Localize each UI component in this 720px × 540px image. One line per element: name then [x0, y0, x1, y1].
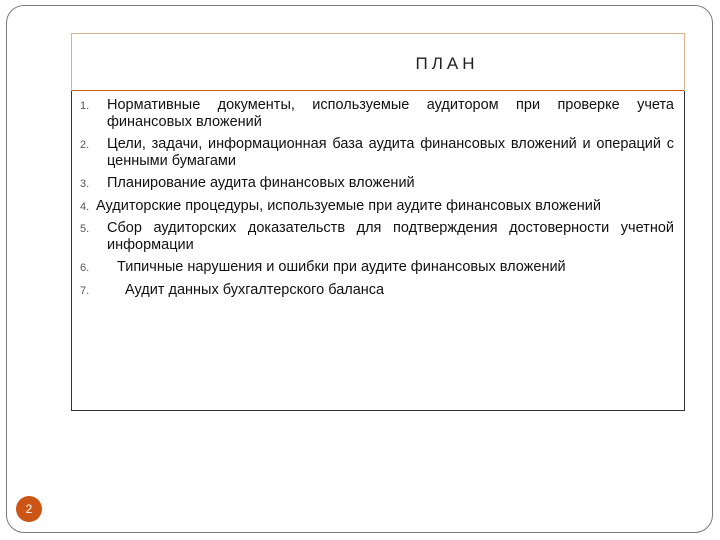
plan-item-3	[80, 175, 674, 192]
plan-item-1	[80, 97, 674, 130]
plan-item-text: Аудит данных бухгалтерского баланса	[125, 281, 385, 298]
plan-item-6	[80, 259, 674, 276]
plan-item-2	[80, 136, 674, 169]
plan-item-text: Планирование аудита финансовых вложений	[107, 175, 415, 191]
plan-item-number: 1.	[80, 100, 90, 112]
plan-item-text: Нормативные документы, используемые аудитором при проверке учета финансовых вложений	[107, 97, 674, 130]
plan-item-number: 6.	[80, 262, 90, 274]
plan-item-number: 4.	[80, 200, 90, 213]
plan-item-4	[80, 198, 674, 215]
plan-item-number: 5.	[80, 223, 90, 235]
plan-item-text: Цели, задачи, информационная база аудита финансовых вложений и операций с ценными бумагами	[107, 136, 674, 169]
plan-item-5	[80, 220, 674, 253]
plan-item-number: 2.	[80, 139, 90, 151]
page-number-badge: 2	[16, 496, 42, 522]
plan-item-text: Типичные нарушения и ошибки при аудите финансовых вложений	[117, 259, 566, 275]
plan-list	[80, 97, 674, 304]
plan-item-text: Аудиторские процедуры, используемые при аудите финансовых вложений	[96, 197, 601, 214]
plan-item-text: Сбор аудиторских доказательств для подтверждения достоверности учетной информации	[107, 220, 674, 253]
content-box	[71, 91, 685, 411]
title-box	[71, 33, 685, 91]
slide-title: ПЛАН	[415, 54, 479, 73]
plan-item-7	[80, 282, 674, 299]
plan-item-number: 7.	[80, 284, 90, 297]
plan-item-number: 3.	[80, 178, 90, 190]
